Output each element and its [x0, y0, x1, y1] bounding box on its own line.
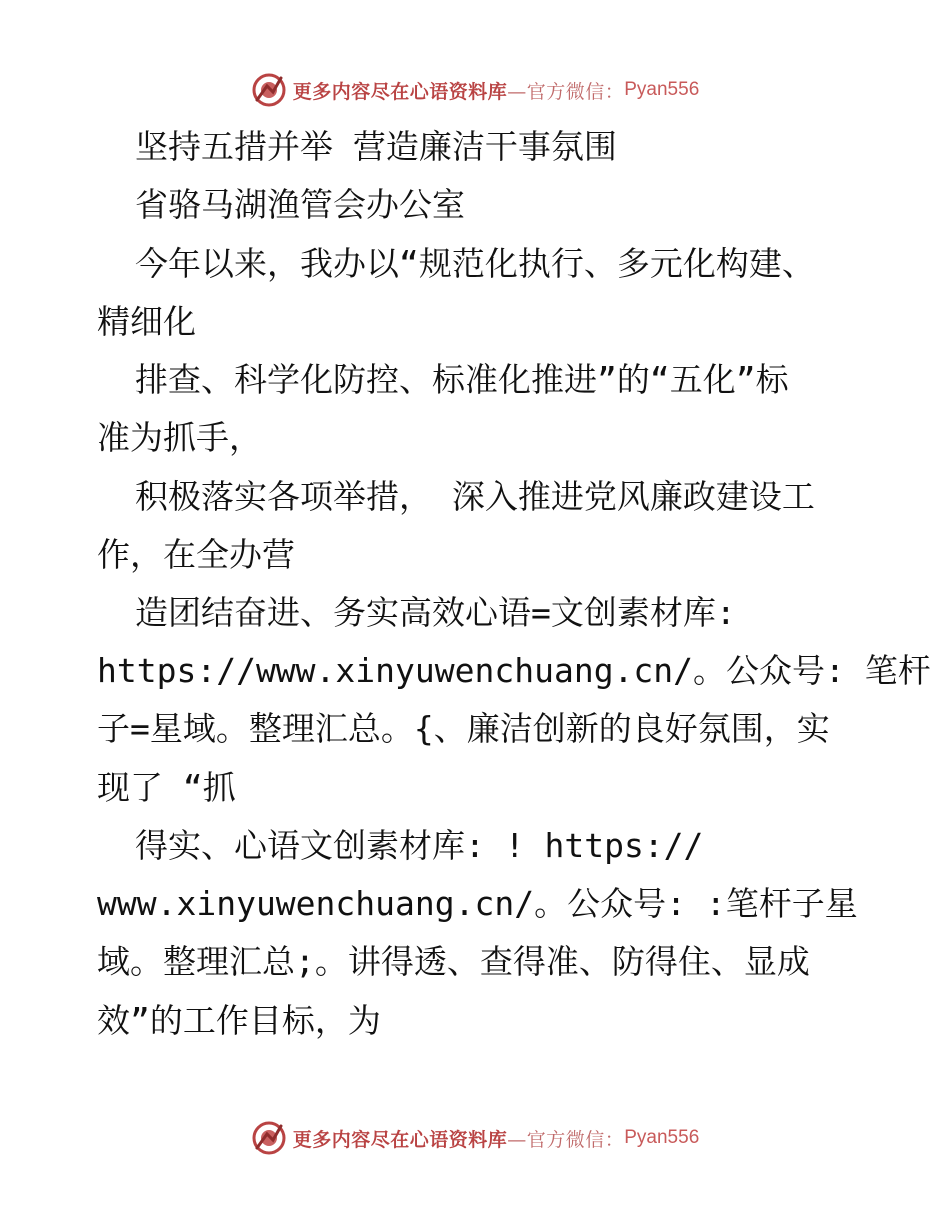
paragraph-line: 精细化 [97, 302, 196, 341]
paragraph-line: 现了 “抓 [97, 768, 236, 807]
watermark-wechat-id: Pyan556 [624, 79, 700, 100]
paragraph-line: https://www.xinyuwenchuang.cn/。公众号: 笔杆 [97, 651, 931, 690]
watermark-wechat-label: —官方微信： [507, 80, 625, 103]
paragraph-line: 子=星域。整理汇总。{、廉洁创新的良好氛围，实 [97, 709, 830, 748]
article-author: 省骆马湖渔管会办公室 [135, 185, 465, 224]
watermark-wechat-id: Pyan556 [624, 1127, 700, 1148]
footer-watermark [0, 1118, 950, 1158]
red-circle-logo-icon [251, 1120, 287, 1156]
paragraph-line: 得实、心语文创素材库: ! https:// [135, 826, 704, 865]
paragraph-line: 效”的工作目标，为 [97, 1001, 381, 1040]
paragraph-line: 作，在全办营 [97, 535, 295, 574]
watermark-text: 更多内容尽在心语资料库 [292, 80, 508, 103]
paragraph-line: 准为抓手， [97, 418, 262, 457]
watermark-wechat-label: —官方微信： [507, 1128, 625, 1151]
article-title: 坚持五措并举 营造廉洁干事氛围 [135, 127, 617, 166]
paragraph-line: 造团结奋进、务实高效心语=文创素材库: [135, 593, 736, 632]
paragraph-line: 排查、科学化防控、标准化推进”的“五化”标 [135, 360, 789, 399]
paragraph-line: 域。整理汇总;。讲得透、查得准、防得住、显成 [97, 942, 810, 981]
paragraph-line: www.xinyuwenchuang.cn/。公众号: :笔杆子星 [97, 884, 858, 923]
paragraph-line: 积极落实各项举措， 深入推进党风廉政建设工 [135, 477, 815, 516]
watermark-text: 更多内容尽在心语资料库 [292, 1128, 508, 1151]
paragraph-line: 今年以来，我办以“规范化执行、多元化构建、 [135, 244, 815, 283]
